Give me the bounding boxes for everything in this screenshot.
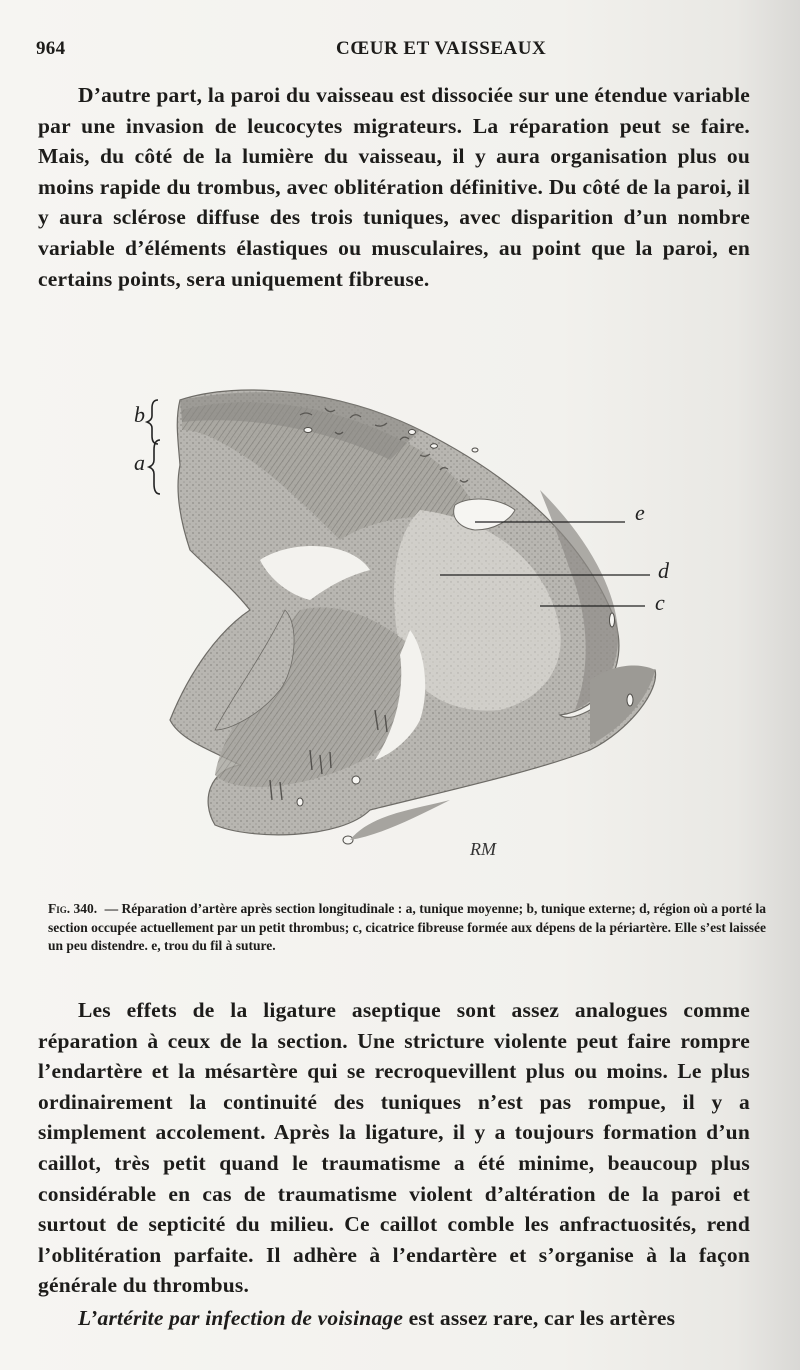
svg-text:d: d xyxy=(658,558,669,583)
figure-caption-text: — Réparation d’artère après section longitudinale : a, tunique moyenne; b, tunique externe; d, région où a porté la section occupée actuellement par un petit thrombus; c, cicatrice fibreuse formée aux dépens de la périartère. Elle s’est laissée un peu distendre. e, trou du fil à suture. xyxy=(48,901,767,953)
svg-text:c: c xyxy=(655,590,665,615)
artery-section-illustration xyxy=(120,370,700,875)
figure-caption-label: Fig. 340. xyxy=(48,901,98,916)
figure-caption xyxy=(48,900,766,956)
running-head: CŒUR ET VAISSEAUX xyxy=(336,38,547,59)
label-a xyxy=(134,440,160,494)
label-b xyxy=(134,400,158,444)
illustrator-signature: RM xyxy=(470,839,496,859)
svg-text:b: b xyxy=(134,402,145,427)
page-header xyxy=(36,38,768,62)
paragraph-3-rest: est assez rare, car les artères xyxy=(403,1306,676,1330)
paragraph-3 xyxy=(38,1303,774,1334)
paragraph-1: D’autre part, la paroi du vaisseau est dissociée sur une étendue variable par une invasion de leucocytes migrateurs. La réparation peut se faire. Mais, du côté de la lumière du vaisseau, il y aura organisation plus ou moins rapide du trombus, avec oblitération définitive. Du côté de la paroi, il y aura sclérose diffuse des trois tuniques, avec disparition d’un nombre variable d’éléments élastiques ou musculaires, au point que la paroi, en certains points, sera uniquement fibreuse. xyxy=(38,83,750,291)
figure-artery-section xyxy=(120,370,700,875)
page-number: 964 xyxy=(36,38,66,59)
paragraph-2: Les effets de la ligature aseptique sont assez analogues comme réparation à ceux de la section. Une stricture violente peut faire rompre l’endartère et la mésartère qui se recroquevillent plus ou moins. Le plus ordinairement la continuité des tuniques n’est pas rompue, il y a simplement accolement. Après la ligature, il y a toujours formation d’un caillot, très petit quand le traumatisme a été minime, beaucoup plus considérable en cas de traumatisme violent d’altération de la paroi et surtout de septicité du milieu. Ce caillot comble les anfractuosités, rend l’oblitération parfaite. Il adhère à l’endartère et s’organise à la façon générale du thrombus. xyxy=(38,998,750,1298)
svg-text:e: e xyxy=(635,500,645,525)
paragraph-3-italic: L’artérite par infection de voisinage xyxy=(78,1306,404,1330)
tissue-section xyxy=(170,390,656,844)
svg-text:a: a xyxy=(134,450,145,475)
